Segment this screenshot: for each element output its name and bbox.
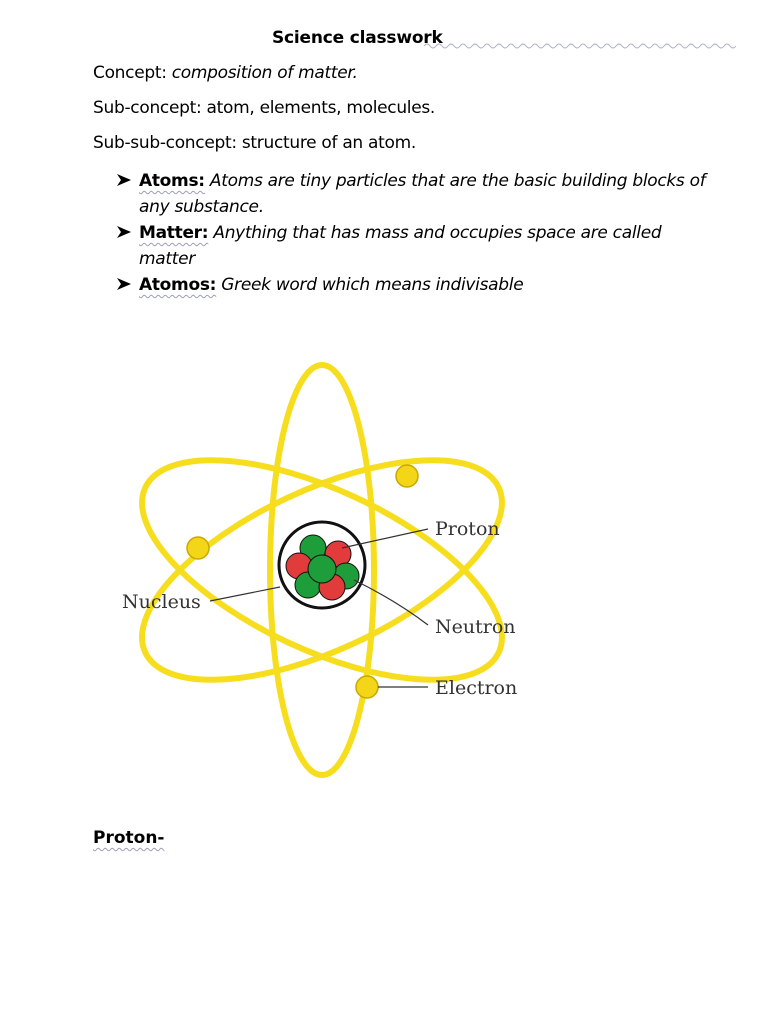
concept-line [93, 63, 358, 83]
list-item [116, 168, 716, 220]
concept-label: Concept: [93, 63, 167, 83]
definition-atoms: Atoms are tiny particles that are the basic building blocks of any substance. [139, 171, 706, 217]
sub-sub-concept-label: Sub-sub-concept: [93, 133, 237, 153]
arrowhead-bullet-icon [116, 277, 132, 291]
term-atoms: Atoms: [139, 171, 205, 191]
neutron-particle [308, 555, 336, 583]
page-title: Science classwork [272, 28, 443, 48]
definition-list [116, 168, 716, 298]
proton-heading: Proton- [93, 828, 165, 848]
sub-sub-concept-value: structure of an atom. [241, 133, 416, 153]
electron-upper-right [396, 465, 418, 487]
label-nucleus: Nucleus [122, 591, 201, 613]
label-neutron: Neutron [435, 616, 516, 638]
list-item [116, 220, 716, 272]
label-proton: Proton [435, 518, 500, 540]
concept-value: composition of matter. [171, 63, 358, 83]
sub-sub-concept-line [93, 133, 416, 153]
list-item [116, 272, 716, 298]
sub-concept-line [93, 98, 435, 118]
arrowhead-bullet-icon [116, 225, 132, 239]
term-atomos: Atomos: [139, 275, 217, 295]
term-matter: Matter: [139, 223, 209, 243]
label-electron: Electron [435, 677, 518, 699]
definition-atomos: Greek word which means indivisable [221, 275, 524, 295]
sub-concept-label: Sub-concept: [93, 98, 202, 118]
spellcheck-squiggle [424, 42, 736, 50]
atom-diagram [110, 355, 550, 785]
electron-left [187, 537, 209, 559]
sub-concept-value: atom, elements, molecules. [206, 98, 436, 118]
definition-matter: Anything that has mass and occupies space are called matter [139, 223, 662, 269]
neutron-leader [354, 580, 428, 625]
electron-lower [356, 676, 378, 698]
nucleus [279, 522, 365, 608]
arrowhead-bullet-icon [116, 173, 132, 187]
